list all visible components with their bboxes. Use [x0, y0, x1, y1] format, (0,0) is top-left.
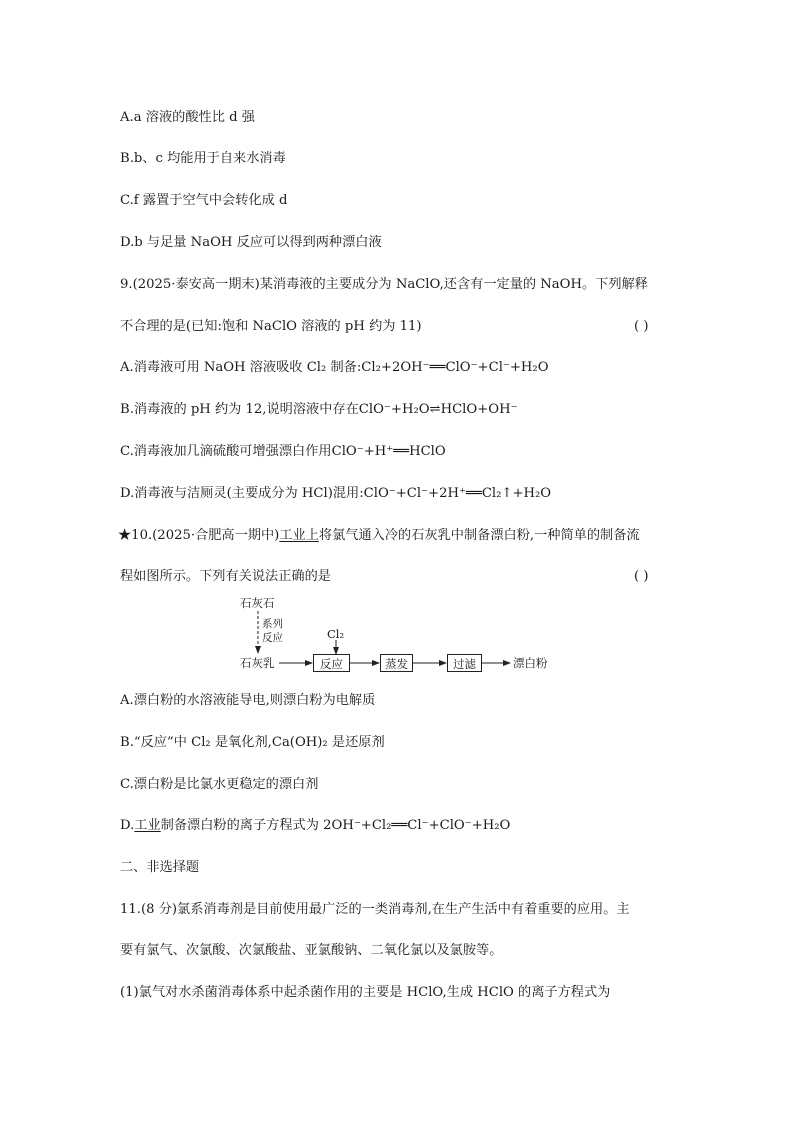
q10-option-d-underlined: 工业 — [134, 818, 161, 833]
flow-step-reaction: 反应 — [313, 654, 350, 672]
flow-step-evaporation: 蒸发 — [380, 654, 413, 672]
q10-option-c: C.漂白粉是比氯水更稳定的漂白剂 — [120, 777, 319, 792]
q10-option-d-prefix: D. — [120, 818, 135, 833]
q9-option-a: A.消毒液可用 NaOH 溶液吸收 Cl₂ 制备:Cl₂+2OH⁻══ClO⁻+Cl⁻+H₂O — [120, 360, 549, 375]
q9-option-b: B.消毒液的 pH 约为 12,说明溶液中存在ClO⁻+H₂O⇌HClO+OH⁻ — [120, 402, 518, 417]
q10-stem-rest: 将氯气通入冷的石灰乳中制备漂白粉,一种简单的制备流 — [318, 528, 640, 543]
flow-source-limestone: 石灰石 — [240, 596, 275, 610]
q10-option-a: A.漂白粉的水溶液能导电,则漂白粉为电解质 — [120, 693, 376, 708]
flow-process-label-1: 系列 — [262, 618, 283, 630]
q9-option-d: D.消毒液与洁厕灵(主要成分为 HCl)混用:ClO⁻+Cl⁻+2H⁺══Cl₂↑+H₂O — [120, 486, 552, 501]
q10-stem-prefix: ★10.(2025·合肥高一期中) — [118, 528, 280, 543]
q11-stem-line2: 要有氯气、次氯酸、次氯酸盐、亚氯酸钠、二氧化氯以及氯胺等。 — [120, 943, 503, 958]
flow-process-label-2: 反应 — [262, 632, 283, 644]
flow-start-lime-milk: 石灰乳 — [240, 656, 275, 670]
q8-option-a: A.a 溶液的酸性比 d 强 — [120, 110, 255, 125]
q10-stem-line2: 程如图所示。下列有关说法正确的是 — [120, 569, 331, 584]
flow-reagent-cl2: Cl₂ — [327, 627, 345, 641]
q10-stem-underlined: 工业上 — [279, 528, 319, 543]
q8-option-c: C.f 露置于空气中会转化成 d — [120, 193, 288, 208]
q10-option-b: B.“反应”中 Cl₂ 是氧化剂,Ca(OH)₂ 是还原剂 — [120, 735, 385, 750]
q9-stem-line1: 9.(2025·泰安高一期末)某消毒液的主要成分为 NaClO,还含有一定量的 NaOH。下列解释 — [120, 277, 648, 292]
q9-stem-line2: 不合理的是(已知:饱和 NaClO 溶液的 pH 约为 11) — [120, 319, 422, 334]
flow-product-bleach: 漂白粉 — [513, 656, 548, 670]
q8-option-d: D.b 与足量 NaOH 反应可以得到两种漂白液 — [120, 235, 382, 250]
q10-option-d — [120, 817, 510, 835]
section-title: 二、非选择题 — [120, 860, 200, 875]
flow-step-filtration: 过滤 — [447, 654, 482, 672]
q9-answer-bracket: ( ) — [634, 319, 649, 334]
q9-option-c: C.消毒液加几滴硫酸可增强漂白作用ClO⁻+H⁺══HClO — [120, 444, 446, 459]
q10-answer-bracket: ( ) — [634, 569, 649, 584]
q8-option-b: B.b、c 均能用于自来水消毒 — [120, 151, 286, 166]
q10-option-d-rest: 制备漂白粉的离子方程式为 2OH⁻+Cl₂══Cl⁻+ClO⁻+H₂O — [160, 818, 511, 833]
q11-sub1: (1)氯气对水杀菌消毒体系中起杀菌作用的主要是 HClO,生成 HClO 的离子方程式为 — [120, 985, 611, 1000]
q11-stem-line1: 11.(8 分)氯系消毒剂是目前使用最广泛的一类消毒剂,在生产生活中有着重要的应用。主 — [120, 902, 630, 917]
